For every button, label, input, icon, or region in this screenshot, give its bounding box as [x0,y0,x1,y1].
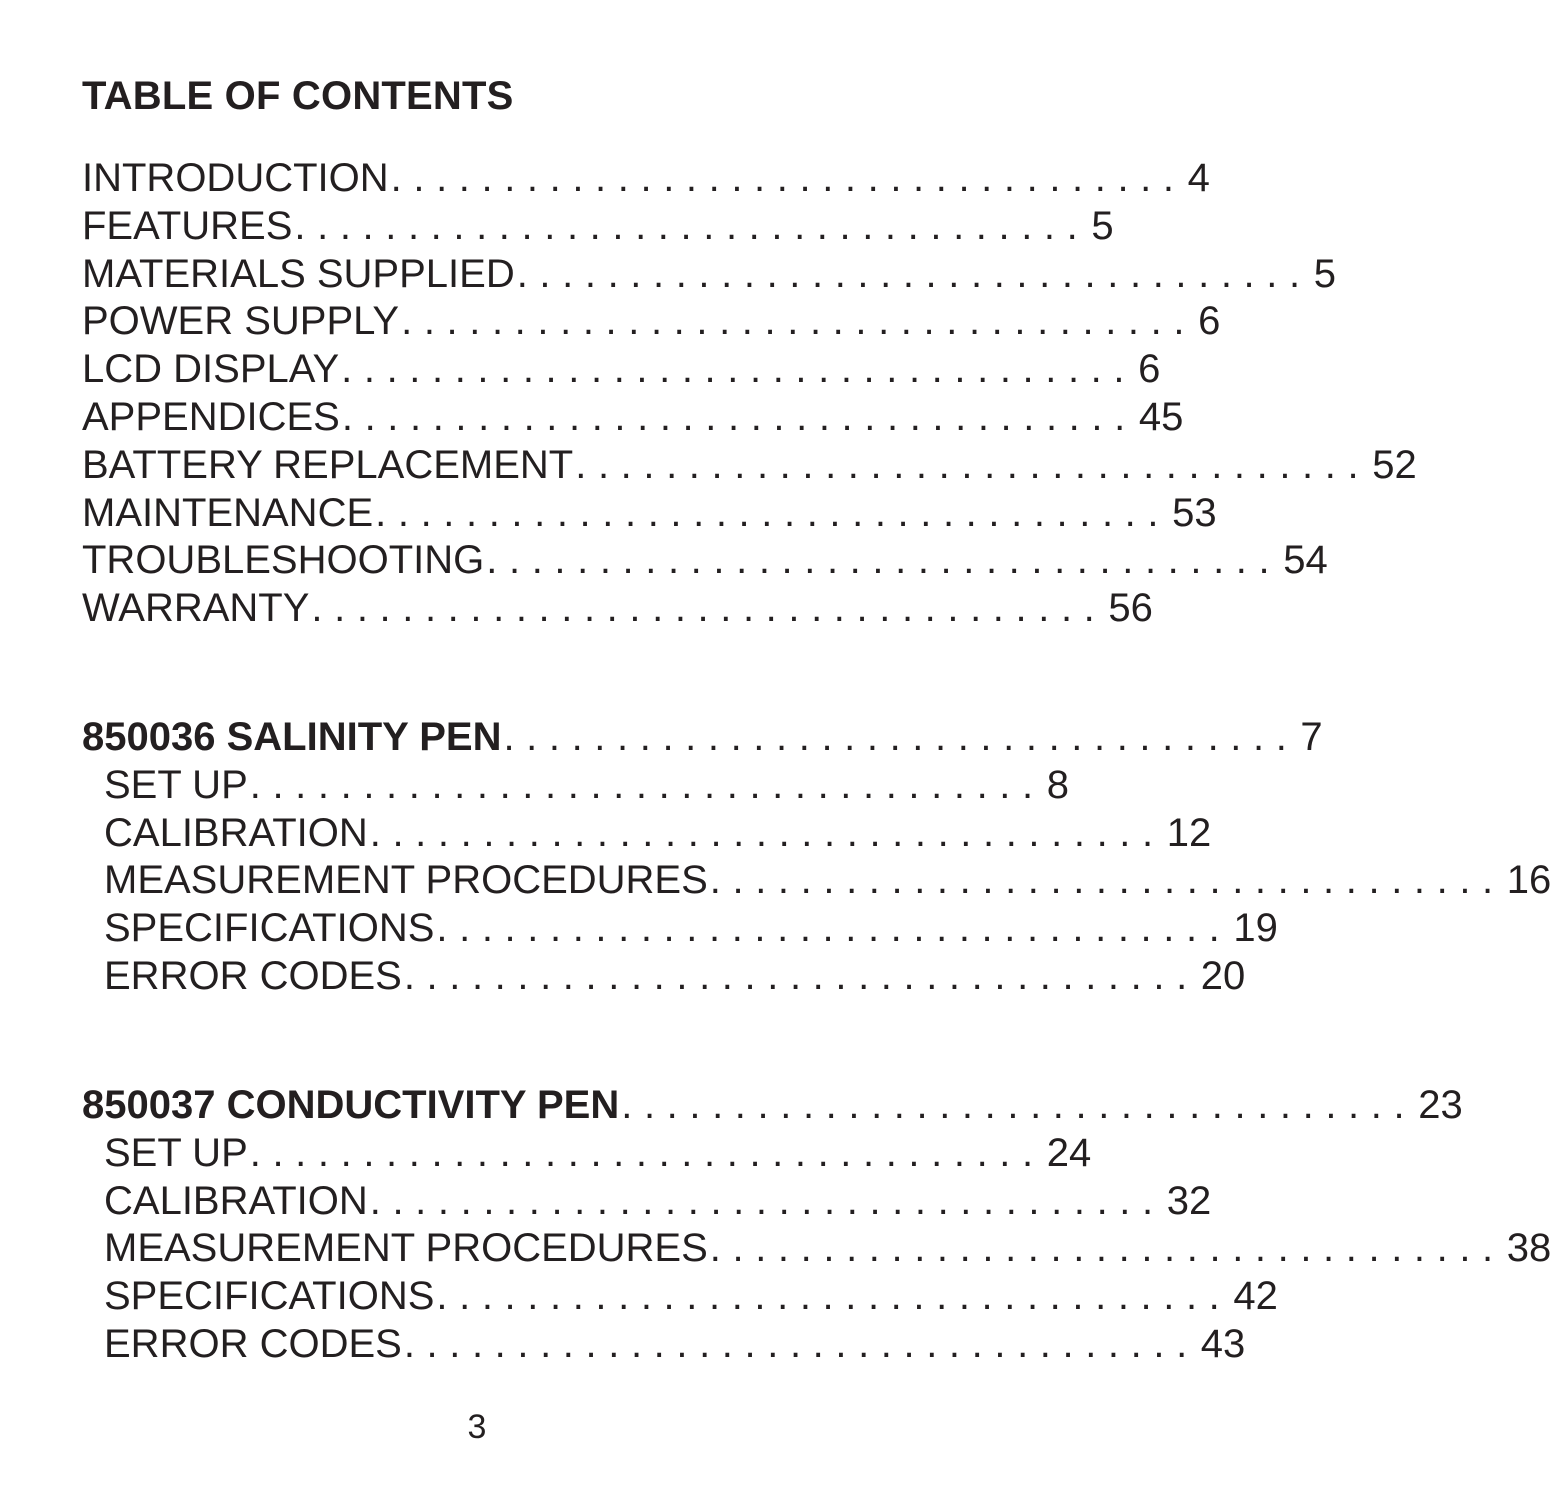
toc-entry-appendices[interactable] [82,394,1184,442]
toc-entry-battery-replacement[interactable] [82,442,1417,490]
toc-entry-label: SET UP [104,762,248,807]
toc-entry-conductivity-error-codes[interactable] [82,1321,1246,1369]
toc-entry-label: ERROR CODES [104,953,402,998]
toc-entry-page: 6 [1138,347,1161,392]
toc-entry-page: 45 [1138,394,1184,439]
toc-entry-page: 23 [1418,1083,1463,1127]
page-number: 3 [467,1408,487,1446]
toc-entry-label: SPECIFICATIONS [104,906,435,951]
toc-entry-page: 24 [1046,1130,1092,1175]
toc-entry-conductivity-measurement[interactable] [82,1225,1551,1273]
dot-leader: ................................... [369,810,1165,855]
toc-section-heading-conductivity[interactable] [82,1082,1463,1130]
toc-entry-label: ERROR CODES [104,1321,402,1366]
toc-general-section [82,155,1417,633]
dot-leader: ................................... [621,1083,1417,1127]
toc-salinity-section [82,714,1551,1001]
toc-entry-salinity-error-codes[interactable] [82,953,1246,1001]
toc-entry-salinity-measurement[interactable] [82,857,1551,905]
dot-leader: ................................... [401,299,1197,344]
toc-entry-page: 53 [1172,490,1217,535]
toc-section-label: 850037 CONDUCTIVITY PEN [82,1083,620,1127]
toc-entry-maintenance[interactable] [82,490,1217,538]
toc-entry-label: MATERIALS SUPPLIED [82,251,515,296]
toc-entry-page: 12 [1166,810,1212,855]
toc-entry-page: 5 [1091,203,1114,248]
dot-leader: ................................... [516,251,1312,296]
toc-entry-page: 16 [1506,858,1551,903]
toc-entry-label: POWER SUPPLY [82,299,400,344]
toc-entry-page: 43 [1200,1321,1246,1366]
toc-entry-page: 8 [1046,762,1069,807]
toc-entry-label: LCD DISPLAY [82,347,340,392]
dot-leader: ................................... [311,586,1107,631]
toc-entry-materials-supplied[interactable] [82,251,1336,299]
toc-entry-page: 56 [1108,586,1153,631]
toc-entry-features[interactable] [82,203,1114,251]
dot-leader: ................................... [709,858,1505,903]
toc-entry-label: SET UP [104,1130,248,1175]
toc-entry-label: FEATURES [82,203,293,248]
toc-entry-page: 6 [1198,299,1221,344]
dot-leader: ................................... [575,442,1371,487]
toc-entry-page: 20 [1200,953,1246,998]
toc-entry-label: WARRANTY [82,586,310,631]
dot-leader: ................................... [369,1178,1165,1223]
dot-leader: ................................... [390,156,1186,200]
toc-entry-label: MAINTENANCE [82,490,374,535]
toc-conductivity-section [82,1082,1551,1369]
toc-entry-conductivity-calibration[interactable] [82,1178,1212,1226]
dot-leader: ................................... [436,906,1232,951]
toc-entry-conductivity-setup[interactable] [82,1130,1092,1178]
dot-leader: ................................... [403,1321,1199,1366]
toc-entry-label: TROUBLESHOOTING [82,538,485,583]
toc-entry-page: 38 [1506,1226,1551,1271]
page-title: TABLE OF CONTENTS [82,74,514,118]
toc-entry-page: 52 [1372,442,1417,487]
toc-entry-salinity-specifications[interactable] [82,905,1278,953]
toc-entry-label: CALIBRATION [104,1178,368,1223]
toc-entry-page: 5 [1313,251,1336,296]
toc-entry-conductivity-specifications[interactable] [82,1273,1278,1321]
dot-leader: ................................... [503,715,1299,759]
toc-entry-introduction[interactable] [82,155,1210,203]
toc-entry-label: MEASUREMENT PROCEDURES [104,1226,708,1271]
toc-entry-salinity-calibration[interactable] [82,810,1212,858]
toc-entry-label: SPECIFICATIONS [104,1274,435,1319]
dot-leader: ................................... [436,1274,1232,1319]
toc-entry-label: APPENDICES [82,394,340,439]
toc-entry-label: MEASUREMENT PROCEDURES [104,858,708,903]
dot-leader: ................................... [341,394,1137,439]
toc-section-heading-salinity[interactable] [82,714,1323,762]
toc-entry-label: INTRODUCTION [82,156,389,200]
dot-leader: ................................... [375,490,1171,535]
toc-entry-page: 42 [1233,1274,1278,1319]
toc-entry-label: BATTERY REPLACEMENT [82,442,574,487]
toc-entry-page: 54 [1283,538,1328,583]
toc-section-label: 850036 SALINITY PEN [82,715,502,759]
dot-leader: ................................... [709,1226,1505,1271]
toc-entry-power-supply[interactable] [82,298,1221,346]
toc-entry-warranty[interactable] [82,585,1153,633]
dot-leader: ................................... [403,953,1199,998]
dot-leader: ................................... [341,347,1137,392]
dot-leader: ................................... [486,538,1282,583]
toc-entry-page: 19 [1233,906,1278,951]
toc-entry-page: 32 [1166,1178,1212,1223]
toc-entry-salinity-setup[interactable] [82,762,1069,810]
dot-leader: ................................... [249,1130,1045,1175]
toc-entry-lcd-display[interactable] [82,346,1161,394]
toc-entry-page: 7 [1300,715,1323,759]
toc-entry-label: CALIBRATION [104,810,368,855]
dot-leader: ................................... [249,762,1045,807]
toc-entry-page: 4 [1187,156,1210,200]
toc-entry-troubleshooting[interactable] [82,537,1328,585]
dot-leader: ................................... [294,203,1090,248]
